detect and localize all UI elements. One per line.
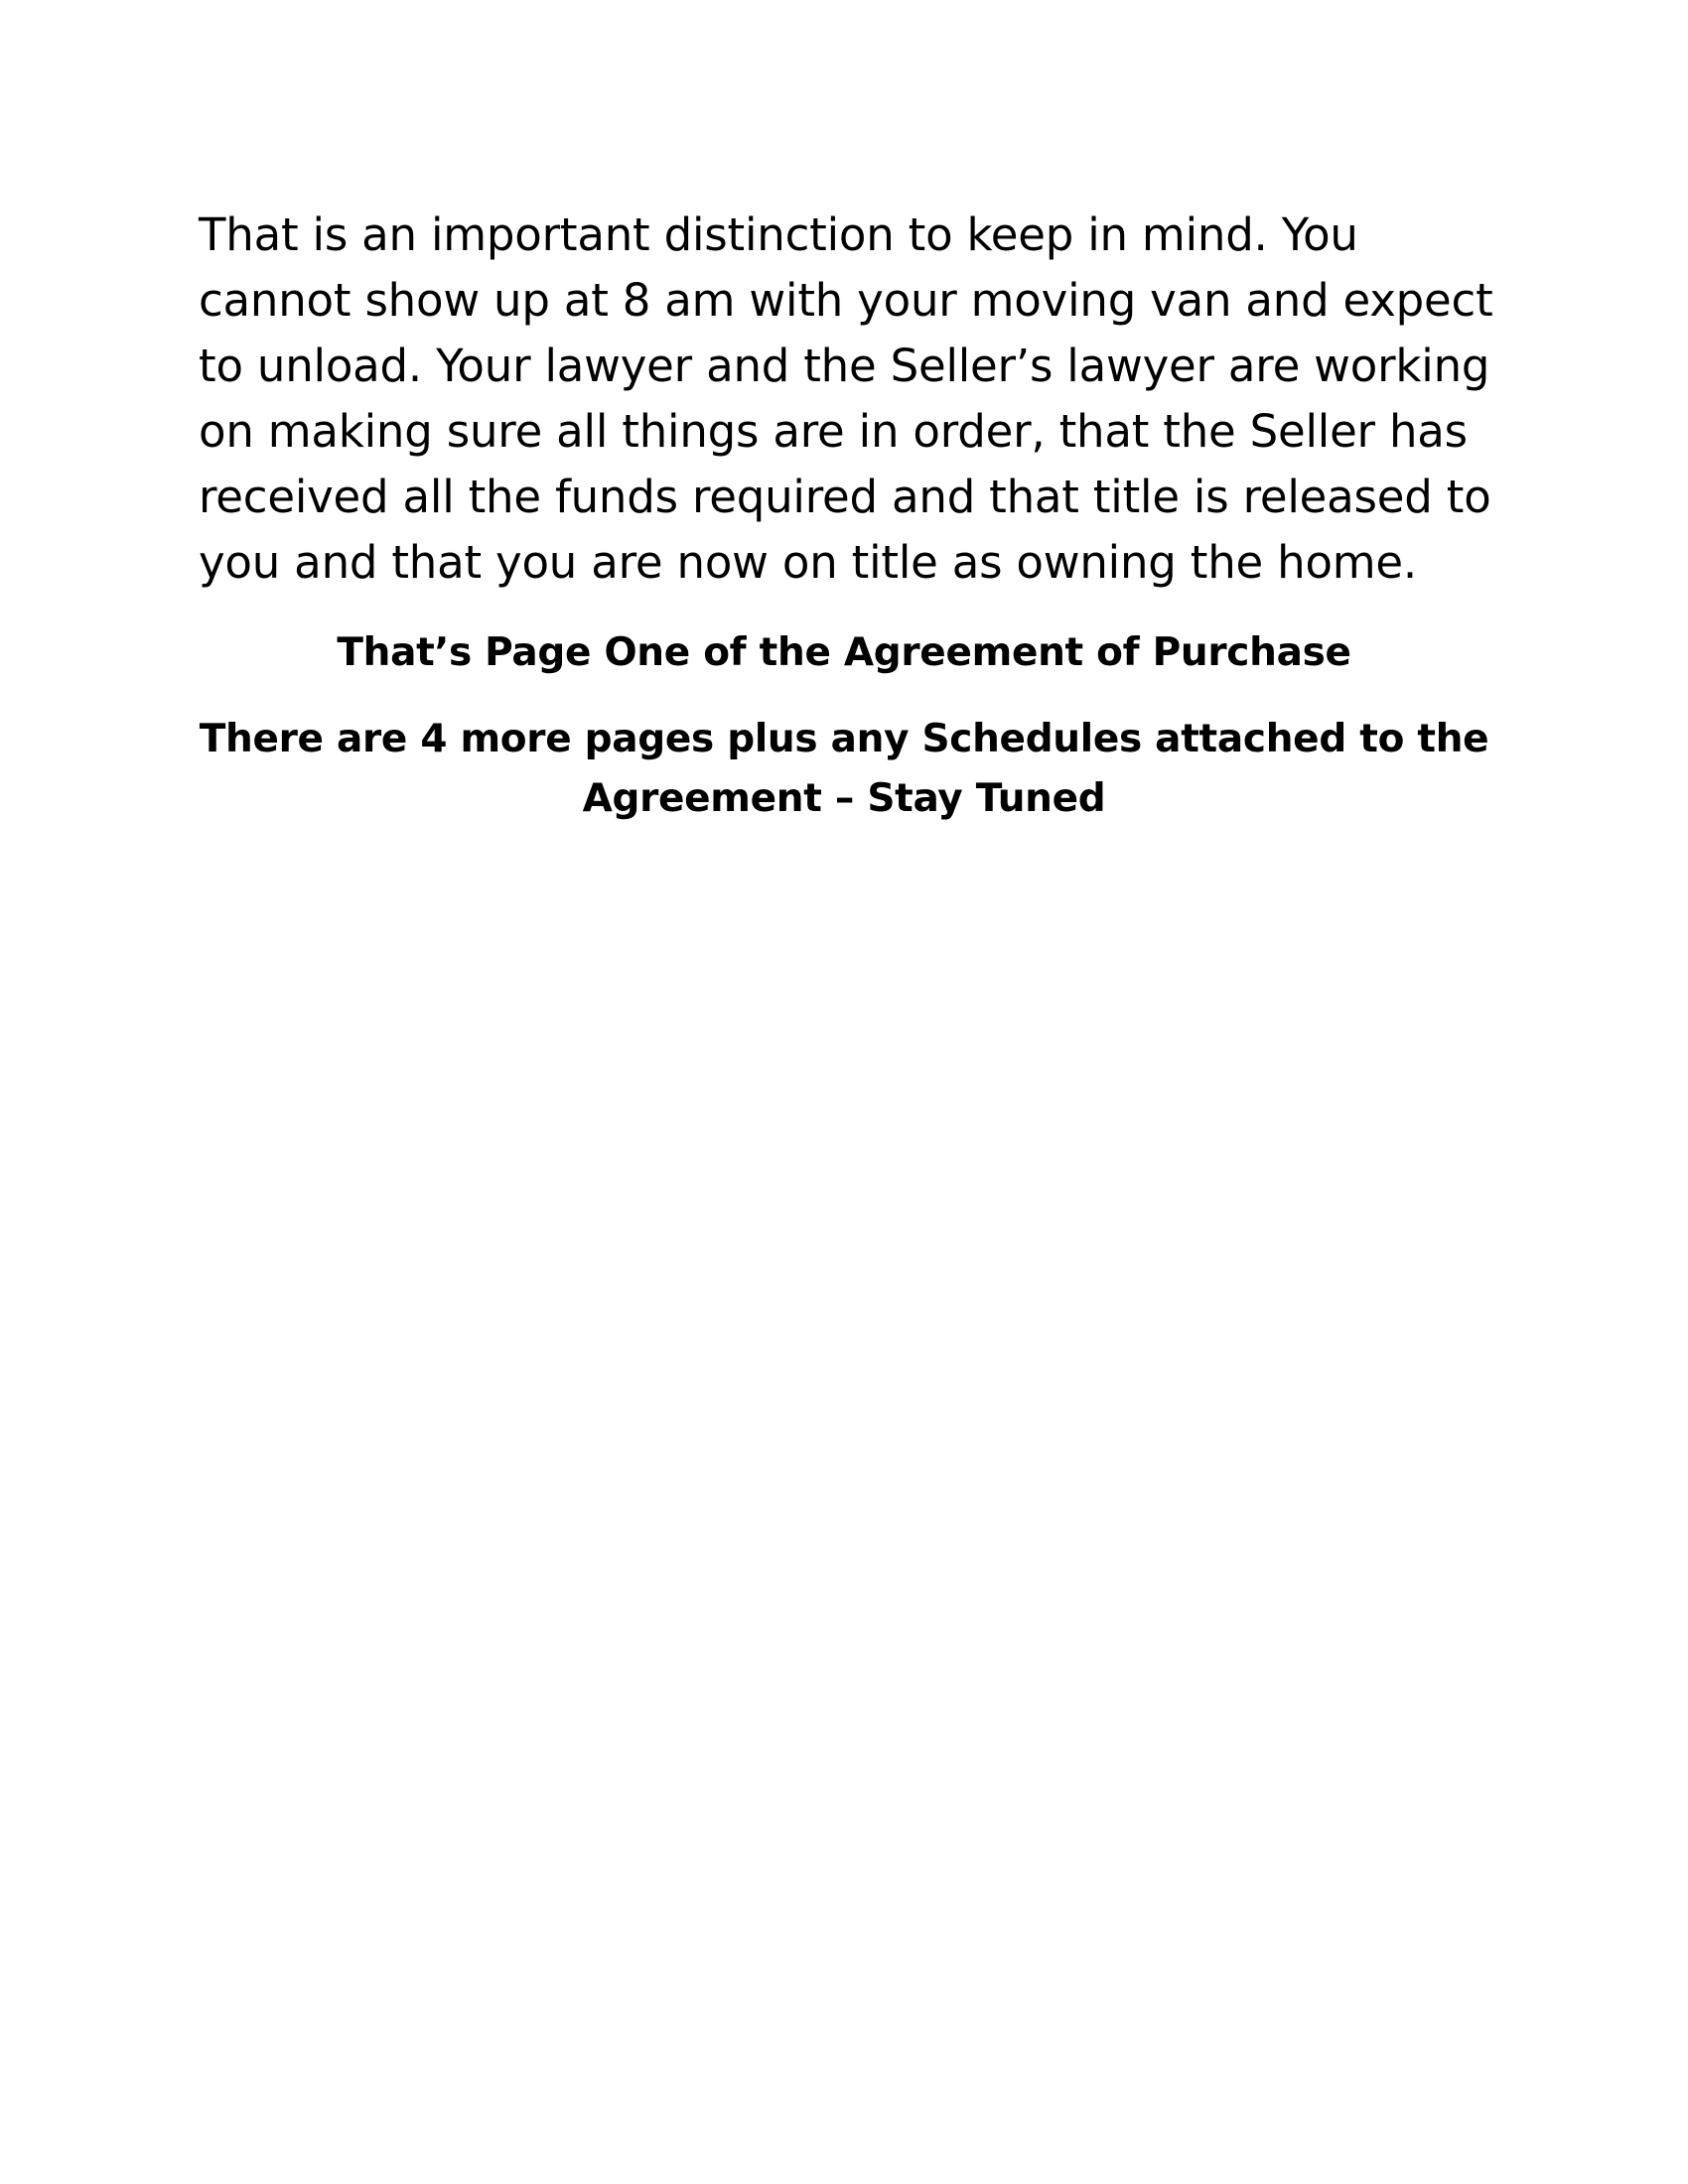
paragraph-line: received all the funds required and that title is released to <box>199 471 1491 523</box>
paragraph-line: you and that you are now on title as owning the home. <box>199 536 1418 589</box>
page-one-heading <box>0 623 1688 683</box>
paragraph-line: cannot show up at 8 am with your moving van and expect <box>199 274 1493 327</box>
heading-line: That’s Page One of the Agreement of Purchase <box>337 630 1351 675</box>
paragraph-line: to unload. Your lawyer and the Seller’s lawyer are working <box>199 340 1490 392</box>
paragraph-line: That is an important distinction to keep in mind. You <box>199 208 1358 261</box>
paragraph-line: on making sure all things are in order, that the Seller has <box>199 405 1468 458</box>
heading-line: There are 4 more pages plus any Schedules attached to the <box>199 717 1489 761</box>
heading-line: Agreement – Stay Tuned <box>582 776 1106 821</box>
body-paragraph <box>199 203 1499 596</box>
more-pages-heading <box>0 710 1688 829</box>
